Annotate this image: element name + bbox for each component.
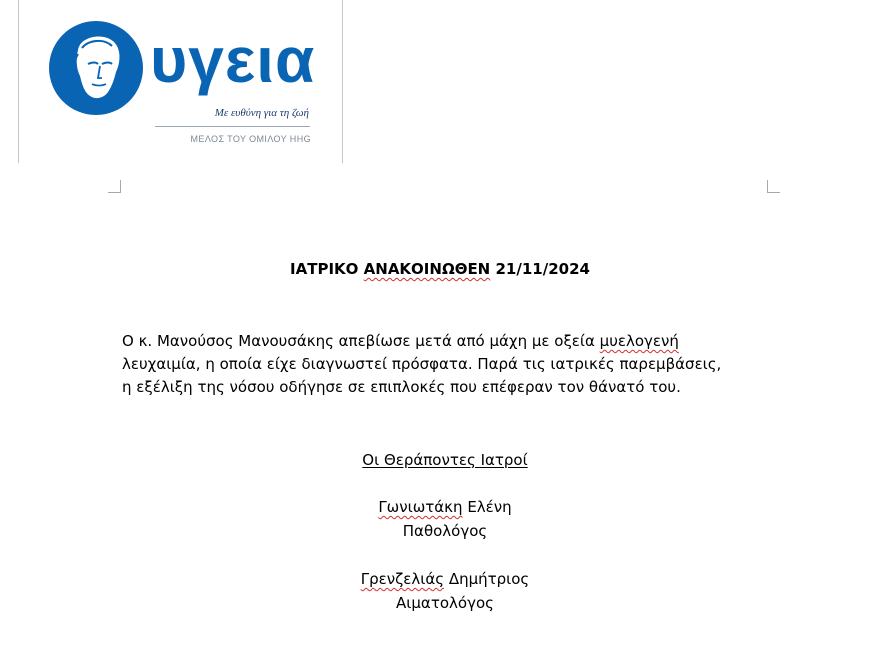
paragraph-line-3: η εξέλιξη της νόσου οδήγησε σε επιπλοκές που επέφεραν τον θάνατό του. [122,378,681,396]
signature-heading-text: Οι Θεράποντες Ιατροί [362,451,528,469]
tagline-divider [155,126,310,127]
paragraph-line-2: λευχαιμία, η οποία είχε διαγνωστεί πρόσφατα. Παρά τις ιατρικές παρεμβάσεις, [122,355,722,373]
hygeia-head-logo-icon [48,20,144,116]
margin-corner-left [108,180,121,193]
title-date: 21/11/2024 [495,260,590,278]
doctor-1-surname: Γωνιωτάκη [378,498,463,516]
doctor-2-surname: Γρενζελιάς [360,570,445,588]
margin-corner-right [767,180,780,193]
brand-wordmark: υγεια [150,24,316,96]
title-word: ΙΑΤΡΙΚΟ [290,260,359,278]
title-misspelled-word: ΑΝΑΚΟΙΝΩΘΕΝ [363,260,491,278]
line-1-text: Ο κ. Μανούσος Μανουσάκης απεβίωσε μετά από μάχη με οξεία [122,332,600,350]
doctor-1-name [0,498,880,516]
doctor-2-first-name: Δημήτριος [448,570,530,588]
misspelled-term: μυελογενή [599,332,679,350]
doctor-1-role: Παθολόγος [402,522,488,540]
signature-heading [0,451,880,469]
document-title [0,260,880,278]
announcement-paragraph [122,330,762,399]
brand-group-label: ΜΕΛΟΣ ΤΟΥ ΟΜΙΛΟΥ HHG [190,134,311,144]
paragraph-line-1 [122,330,762,353]
brand-tagline: Με ευθύνη για τη ζωή [214,107,309,119]
doctor-2-role: Αιματολόγος [396,594,494,612]
doctor-1-first-name: Ελένη [467,498,512,516]
doctor-2-name [0,570,880,588]
